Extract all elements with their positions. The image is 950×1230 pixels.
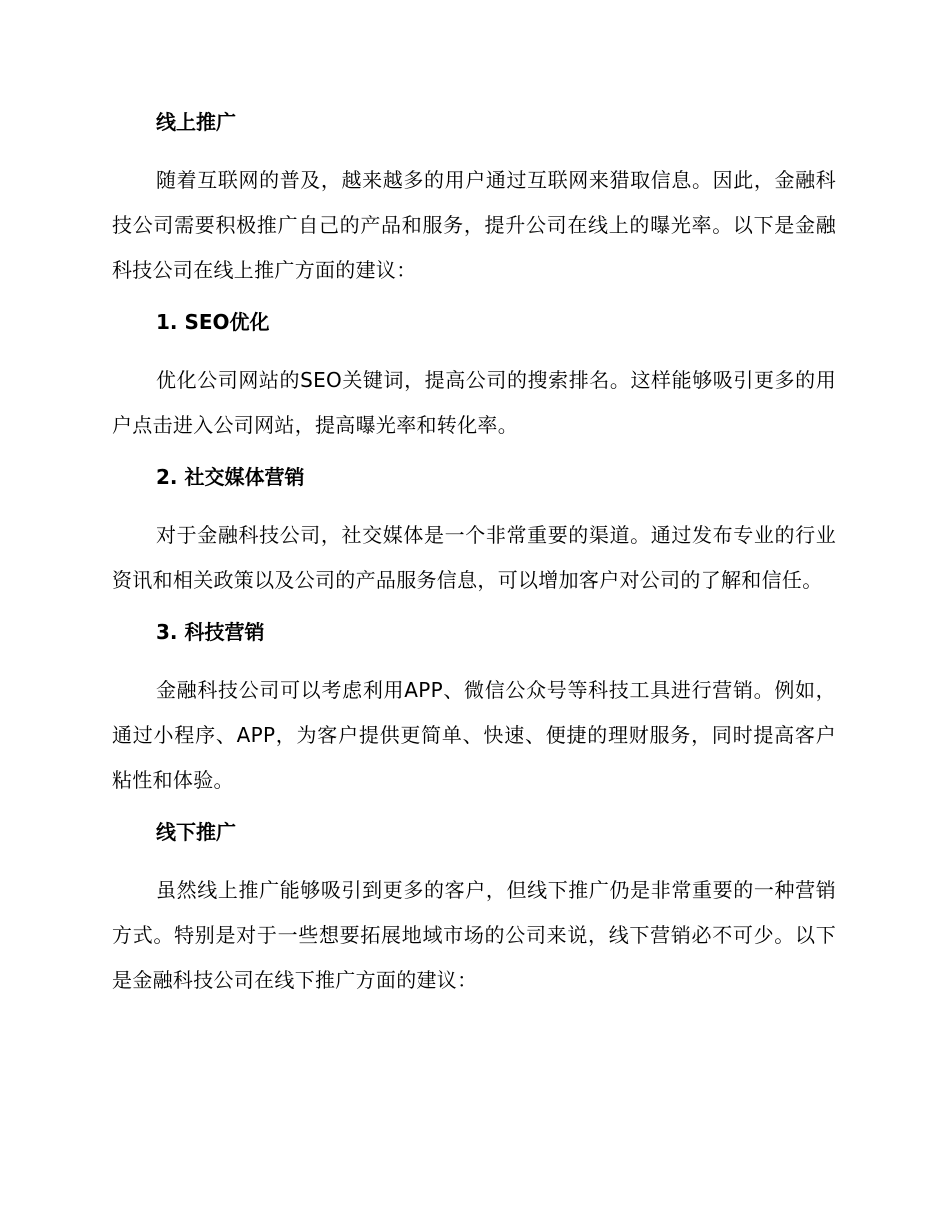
section-paragraph-offline-promotion: 虽然线上推广能够吸引到更多的客户，但线下推广仍是非常重要的一种营销方式。特别是对于一些想要拓展地域市场的公司来说，线下营销必不可少。以下是金融科技公司在线下推广方面的建议： bbox=[112, 878, 836, 992]
section-paragraph-tech-marketing: 金融科技公司可以考虑利用APP、微信公众号等科技工具进行营销。例如，通过小程序、APP，为客户提供更简单、快速、便捷的理财服务，同时提高客户粘性和体验。 bbox=[112, 678, 836, 792]
section-paragraph-online-promotion: 随着互联网的普及，越来越多的用户通过互联网来猎取信息。因此，金融科技公司需要积极推广自己的产品和服务，提升公司在线上的曝光率。以下是金融科技公司在线上推广方面的建议： bbox=[112, 168, 836, 282]
section-heading-online-promotion: 线上推广 bbox=[156, 110, 236, 134]
section-heading-tech-marketing: 3. 科技营销 bbox=[156, 620, 265, 644]
section-paragraph-seo: 优化公司网站的SEO关键词，提高公司的搜索排名。这样能够吸引更多的用户点击进入公司网站，提高曝光率和转化率。 bbox=[112, 368, 836, 437]
section-heading-offline-promotion: 线下推广 bbox=[156, 820, 236, 844]
document-body bbox=[112, 108, 836, 1003]
section-paragraph-social-media: 对于金融科技公司，社交媒体是一个非常重要的渠道。通过发布专业的行业资讯和相关政策以及公司的产品服务信息，可以增加客户对公司的了解和信任。 bbox=[112, 523, 836, 592]
section-heading-seo: 1. SEO优化 bbox=[156, 310, 270, 334]
section-heading-social-media: 2. 社交媒体营销 bbox=[156, 465, 305, 489]
